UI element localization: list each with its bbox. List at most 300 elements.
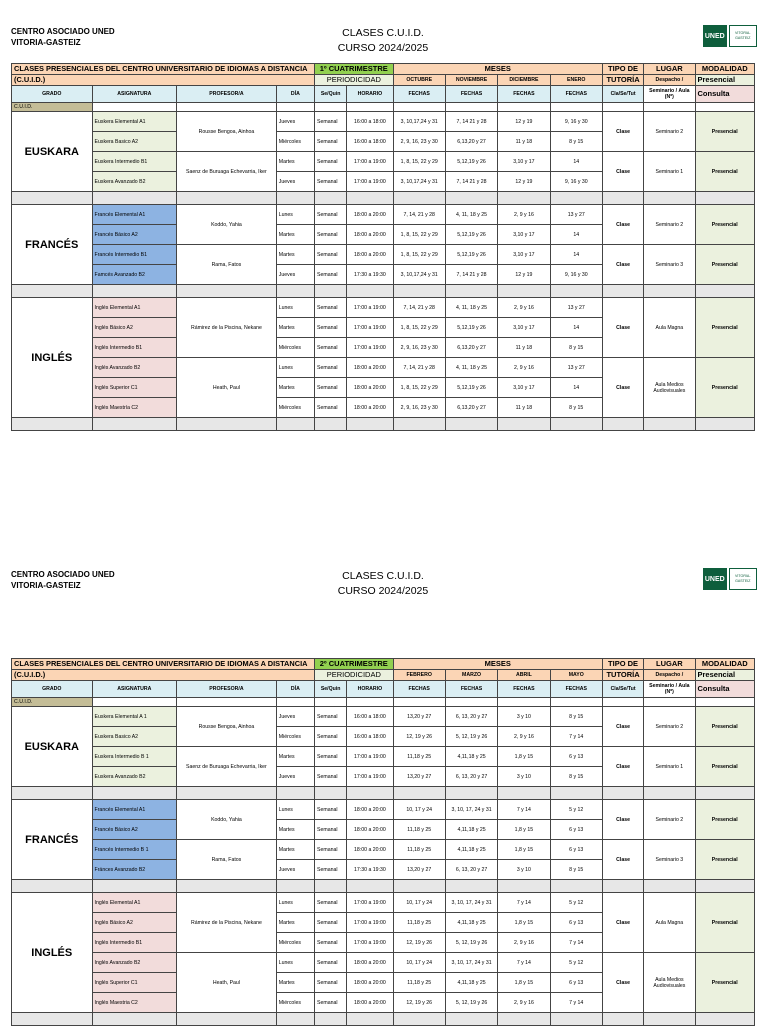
table-title-cuid: (C.U.I.D.) — [12, 75, 315, 86]
cuid-empty-cell — [498, 103, 550, 112]
periodicity-cell: Semanal — [315, 973, 347, 993]
cuid-empty-cell — [177, 103, 277, 112]
periodicity-cell: Semanal — [315, 933, 347, 953]
separator-cell — [550, 418, 602, 431]
day-cell: Martes — [276, 820, 314, 840]
grade-eus: EUSKARA — [12, 112, 93, 192]
tutoria-label: TUTORÍA — [602, 75, 643, 86]
modality-cell: Presencial — [695, 205, 754, 245]
subject-cell: Euskera Intermedio B 1 — [92, 747, 177, 767]
dates-cell-1: 3, 10, 17, 24 y 31 — [445, 893, 497, 913]
dates-cell-3: 7 y 14 — [550, 933, 602, 953]
periodicity-cell: Semanal — [315, 993, 347, 1013]
cuid-empty-cell — [445, 103, 497, 112]
schedule-cell: 17:00 a 19:00 — [347, 338, 393, 358]
table-row — [12, 953, 755, 973]
separator-cell — [177, 880, 277, 893]
day-cell: Martes — [276, 378, 314, 398]
schedule-cell: 17:00 a 19:00 — [347, 933, 393, 953]
dates-cell-1: 5,12,19 y 26 — [445, 245, 497, 265]
col-header-2: PROFESOR/A — [177, 681, 277, 698]
separator-cell — [393, 418, 445, 431]
separator-cell — [92, 192, 177, 205]
schedule-cell: 18:00 a 20:00 — [347, 225, 393, 245]
separator-cell — [550, 787, 602, 800]
periodicity-cell: Semanal — [315, 245, 347, 265]
col-header-7: FECHAS — [445, 681, 497, 698]
day-cell: Lunes — [276, 953, 314, 973]
separator-cell — [550, 285, 602, 298]
tutoria-label: TUTORÍA — [602, 670, 643, 681]
month-2: DICIEMBRE — [498, 75, 550, 86]
dates-cell-0: 7, 14, 21 y 28 — [393, 298, 445, 318]
type-cell: Clase — [602, 800, 643, 840]
table-title-cuid: (C.U.I.D.) — [12, 670, 315, 681]
schedule-cell: 16:00 a 18:00 — [347, 112, 393, 132]
schedule-cell: 18:00 a 20:00 — [347, 398, 393, 418]
table-title: CLASES PRESENCIALES DEL CENTRO UNIVERSITARIO DE IDIOMAS A DISTANCIA — [12, 659, 315, 670]
dates-cell-1: 4,11,18 y 25 — [445, 820, 497, 840]
schedule-table-2 — [11, 658, 755, 1026]
type-cell: Clase — [602, 152, 643, 192]
separator-cell — [602, 880, 643, 893]
dates-cell-3: 14 — [550, 245, 602, 265]
schedule-cell: 16:00 a 18:00 — [347, 707, 393, 727]
schedule-cell: 17:00 a 19:00 — [347, 767, 393, 787]
schedule-cell: 17:00 a 19:00 — [347, 893, 393, 913]
day-cell: Miércoles — [276, 727, 314, 747]
separator-cell — [315, 285, 347, 298]
subject-cell: Inglés Superior C1 — [92, 973, 177, 993]
separator-cell — [602, 192, 643, 205]
header-row-1 — [12, 64, 755, 75]
dates-cell-0: 11,18 y 25 — [393, 820, 445, 840]
cuid-empty-cell — [315, 103, 347, 112]
modality-cell: Presencial — [695, 152, 754, 192]
dates-cell-2: 2, 9 y 16 — [498, 205, 550, 225]
cuid-empty-cell — [177, 698, 277, 707]
day-cell: Miércoles — [276, 933, 314, 953]
separator-cell — [276, 880, 314, 893]
org-line2: VITORIA-GASTEIZ — [11, 581, 81, 590]
separator-cell — [12, 787, 93, 800]
teacher-cell: Rámirez de la Piscina, Nekane — [177, 298, 277, 358]
teacher-cell: Rama, Fatos — [177, 245, 277, 285]
org-line1: CENTRO ASOCIADO UNED — [11, 570, 115, 579]
day-cell: Lunes — [276, 800, 314, 820]
separator-cell — [445, 192, 497, 205]
cuid-empty-cell — [276, 103, 314, 112]
place-cell: Seminario 3 — [644, 840, 695, 880]
teacher-cell: Koddo, Yahia — [177, 205, 277, 245]
cuid-empty-cell — [276, 698, 314, 707]
subject-cell: Inglés Intermedio B1 — [92, 933, 177, 953]
subject-cell: Inglés Maestría C2 — [92, 398, 177, 418]
cuid-empty-cell — [644, 103, 695, 112]
dates-cell-1: 6, 13, 20 y 27 — [445, 860, 497, 880]
dates-cell-1: 3, 10, 17, 24 y 31 — [445, 953, 497, 973]
day-cell: Martes — [276, 840, 314, 860]
separator-cell — [445, 787, 497, 800]
dates-cell-2: 11 y 18 — [498, 338, 550, 358]
separator-cell — [498, 285, 550, 298]
grade-ing: INGLÉS — [12, 893, 93, 1013]
periodicity-cell: Semanal — [315, 298, 347, 318]
dates-cell-0: 3, 10,17,24 y 31 — [393, 265, 445, 285]
dates-cell-3: 13 y 27 — [550, 205, 602, 225]
dates-cell-3: 8 y 15 — [550, 398, 602, 418]
dates-cell-1: 5,12,19 y 26 — [445, 225, 497, 245]
dates-cell-3: 5 y 12 — [550, 800, 602, 820]
type-cell: Clase — [602, 747, 643, 787]
separator-cell — [12, 285, 93, 298]
dates-cell-2: 3,10 y 17 — [498, 152, 550, 172]
col-header-7: FECHAS — [445, 86, 497, 103]
month-1: NOVIEMBRE — [445, 75, 497, 86]
periodicity-cell: Semanal — [315, 953, 347, 973]
separator-cell — [393, 880, 445, 893]
cuid-empty-cell — [347, 103, 393, 112]
separator-cell — [315, 192, 347, 205]
logo-sub1: VITORIA- — [735, 574, 751, 578]
col-header-0: GRADO — [12, 681, 93, 698]
dates-cell-0: 10, 17 y 24 — [393, 893, 445, 913]
periodicity-cell: Semanal — [315, 265, 347, 285]
dates-cell-1: 7, 14 21 y 28 — [445, 265, 497, 285]
dates-cell-1: 6, 13, 20 y 27 — [445, 707, 497, 727]
type-cell: Clase — [602, 112, 643, 152]
day-cell: Jueves — [276, 860, 314, 880]
periodicity-cell: Semanal — [315, 172, 347, 192]
separator-cell — [695, 192, 754, 205]
separator-cell — [92, 787, 177, 800]
dates-cell-3: 6 y 13 — [550, 840, 602, 860]
cuid-empty-cell — [445, 698, 497, 707]
dates-cell-0: 10, 17 y 24 — [393, 800, 445, 820]
dates-cell-3: 13 y 27 — [550, 298, 602, 318]
col-header-3: DÍA — [276, 681, 314, 698]
modality-cell: Presencial — [695, 747, 754, 787]
periodicity-cell: Semanal — [315, 913, 347, 933]
subject-cell: Euskera Basico A2 — [92, 727, 177, 747]
periodicity-cell: Semanal — [315, 727, 347, 747]
dates-cell-1: 6, 13, 20 y 27 — [445, 767, 497, 787]
title-line1: CLASES C.U.I.D. — [342, 570, 424, 582]
cuid-empty-cell — [92, 698, 177, 707]
dates-cell-3: 7 y 14 — [550, 727, 602, 747]
schedule-cell: 17:30 a 19:30 — [347, 265, 393, 285]
dates-cell-1: 7, 14 21 y 28 — [445, 112, 497, 132]
month-3: MAYO — [550, 670, 602, 681]
dates-cell-3: 14 — [550, 225, 602, 245]
dates-cell-1: 5, 12, 19 y 26 — [445, 993, 497, 1013]
month-3: ENERO — [550, 75, 602, 86]
day-cell: Martes — [276, 152, 314, 172]
dates-cell-3: 8 y 15 — [550, 338, 602, 358]
separator-cell — [12, 880, 93, 893]
header-row-3 — [12, 681, 755, 698]
place-cell: Seminario 2 — [644, 112, 695, 152]
dates-cell-2: 1,8 y 15 — [498, 913, 550, 933]
dates-cell-1: 5,12,19 y 26 — [445, 152, 497, 172]
page-title — [300, 569, 466, 599]
separator-cell — [644, 418, 695, 431]
dates-cell-1: 6,13,20 y 27 — [445, 398, 497, 418]
dates-cell-1: 7, 14 21 y 28 — [445, 172, 497, 192]
dates-cell-0: 11,18 y 25 — [393, 747, 445, 767]
separator-cell — [644, 880, 695, 893]
dates-cell-0: 12, 19 y 26 — [393, 933, 445, 953]
table-row — [12, 800, 755, 820]
subject-cell: Famcés Avanzado B2 — [92, 265, 177, 285]
separator-cell — [498, 192, 550, 205]
schedule-cell: 17:00 a 19:00 — [347, 913, 393, 933]
separator-cell — [695, 880, 754, 893]
separator-cell — [393, 192, 445, 205]
separator-cell — [177, 192, 277, 205]
schedule-cell: 17:00 a 19:00 — [347, 298, 393, 318]
despacho-label: Despacho / — [644, 75, 695, 86]
col-header-3: DÍA — [276, 86, 314, 103]
schedule-cell: 18:00 a 20:00 — [347, 358, 393, 378]
subject-cell: Inglés Básico A2 — [92, 318, 177, 338]
uned-logo-text — [729, 25, 757, 47]
subject-cell: Fránces Avanzado B2 — [92, 860, 177, 880]
day-cell: Jueves — [276, 112, 314, 132]
org-line2: VITORIA-GASTEIZ — [11, 38, 81, 47]
grade-ing: INGLÉS — [12, 298, 93, 418]
subject-cell: Euskera Avanzado B2 — [92, 172, 177, 192]
schedule-cell: 18:00 a 20:00 — [347, 245, 393, 265]
dates-cell-0: 7, 14, 21 y 28 — [393, 358, 445, 378]
month-1: MARZO — [445, 670, 497, 681]
dates-cell-0: 12, 19 y 26 — [393, 993, 445, 1013]
schedule-cell: 17:00 a 19:00 — [347, 747, 393, 767]
separator-cell — [177, 418, 277, 431]
periodicity-cell: Semanal — [315, 225, 347, 245]
dates-cell-2: 2, 9 y 16 — [498, 727, 550, 747]
type-cell: Clase — [602, 953, 643, 1013]
dates-cell-2: 7 y 14 — [498, 893, 550, 913]
modality-cell: Presencial — [695, 800, 754, 840]
schedule-table-1 — [11, 63, 755, 431]
table-row — [12, 747, 755, 767]
consulta-label: Consulta — [695, 86, 754, 103]
logo-sub1: VITORIA- — [735, 31, 751, 35]
header-row-2 — [12, 670, 755, 681]
dates-cell-3: 8 y 15 — [550, 860, 602, 880]
col-header-1: ASIGNATURA — [92, 681, 177, 698]
separator-cell — [644, 192, 695, 205]
day-cell: Miércoles — [276, 398, 314, 418]
dates-cell-0: 7, 14, 21 y 28 — [393, 205, 445, 225]
col-header-5: HORARIO — [347, 86, 393, 103]
seminario-aula-label: Seminario / Aula (Nº) — [644, 86, 695, 103]
subject-cell: Francés Intermedio B 1 — [92, 840, 177, 860]
day-cell: Jueves — [276, 172, 314, 192]
consulta-label: Consulta — [695, 681, 754, 698]
teacher-cell: Rama, Fatos — [177, 840, 277, 880]
type-cell: Clase — [602, 707, 643, 747]
separator-cell — [347, 880, 393, 893]
dates-cell-3: 9, 16 y 30 — [550, 112, 602, 132]
cuid-empty-cell — [315, 698, 347, 707]
dates-cell-1: 5,12,19 y 26 — [445, 318, 497, 338]
periodicity-cell: Semanal — [315, 820, 347, 840]
dates-cell-0: 2, 9, 16, 23 y 30 — [393, 338, 445, 358]
dates-cell-3: 9, 16 y 30 — [550, 265, 602, 285]
periodicity-cell: Semanal — [315, 398, 347, 418]
separator-cell — [276, 192, 314, 205]
header-row-2 — [12, 75, 755, 86]
day-cell: Jueves — [276, 265, 314, 285]
place-cell: Seminario 1 — [644, 747, 695, 787]
dates-cell-3: 9, 16 y 30 — [550, 172, 602, 192]
subject-cell: Inglés Intermedio B1 — [92, 338, 177, 358]
teacher-cell: Saenz de Buruaga Echevarria, Iker — [177, 152, 277, 192]
col-header-9: FECHAS — [550, 86, 602, 103]
periodicidad-label: PERIODICIDAD — [315, 670, 394, 681]
periodicity-cell: Semanal — [315, 893, 347, 913]
subject-cell: Inglés Maestria C2 — [92, 993, 177, 1013]
separator-cell — [315, 880, 347, 893]
modality-cell: Presencial — [695, 112, 754, 152]
separator-cell — [498, 880, 550, 893]
day-cell: Miércoles — [276, 338, 314, 358]
cuatrimestre-label: 1º CUATRIMESTRE — [315, 64, 394, 75]
lugar-label: LUGAR — [644, 659, 695, 670]
grade-eus: EUSKARA — [12, 707, 93, 787]
dates-cell-2: 1,8 y 15 — [498, 820, 550, 840]
schedule-cell: 18:00 a 20:00 — [347, 205, 393, 225]
day-cell: Miércoles — [276, 132, 314, 152]
uned-logo-text — [729, 568, 757, 590]
separator-cell — [393, 285, 445, 298]
tipo-de-label: TIPO DE — [602, 659, 643, 670]
dates-cell-1: 5, 12, 19 y 26 — [445, 727, 497, 747]
meses-label: MESES — [393, 659, 602, 670]
cuid-label: C.U.I.D. — [12, 103, 93, 112]
seminario-aula-label: Seminario / Aula (Nº) — [644, 681, 695, 698]
table-title: CLASES PRESENCIALES DEL CENTRO UNIVERSITARIO DE IDIOMAS A DISTANCIA — [12, 64, 315, 75]
dates-cell-2: 3 y 10 — [498, 860, 550, 880]
type-cell: Clase — [602, 245, 643, 285]
place-cell: Aula Medios Audiovisuales — [644, 953, 695, 1013]
dates-cell-1: 3, 10, 17, 24 y 31 — [445, 800, 497, 820]
separator-cell — [347, 418, 393, 431]
schedule-cell: 18:00 a 20:00 — [347, 820, 393, 840]
day-cell: Miércoles — [276, 993, 314, 1013]
separator-cell — [695, 787, 754, 800]
schedule-cell: 16:00 a 18:00 — [347, 132, 393, 152]
col-header-4: Se/Quin — [315, 681, 347, 698]
dates-cell-2: 7 y 14 — [498, 953, 550, 973]
uned-logo-mark: UNED — [703, 25, 727, 47]
modality-cell: Presencial — [695, 893, 754, 953]
separator-cell — [92, 285, 177, 298]
dates-cell-3: 5 y 12 — [550, 893, 602, 913]
col-header-1: ASIGNATURA — [92, 86, 177, 103]
dates-cell-3: 6 y 13 — [550, 973, 602, 993]
dates-cell-2: 2, 9 y 16 — [498, 993, 550, 1013]
schedule-cell: 18:00 a 20:00 — [347, 840, 393, 860]
dates-cell-2: 7 y 14 — [498, 800, 550, 820]
periodicity-cell: Semanal — [315, 152, 347, 172]
logo-sub2: GASTEIZ — [735, 36, 751, 40]
separator-cell — [550, 192, 602, 205]
dates-cell-2: 3 y 10 — [498, 767, 550, 787]
title-line2: CURSO 2024/2025 — [337, 585, 429, 597]
modality-cell: Presencial — [695, 358, 754, 418]
dates-cell-0: 13,20 y 27 — [393, 767, 445, 787]
table-row — [12, 152, 755, 172]
day-cell: Jueves — [276, 707, 314, 727]
teacher-cell: Saenz de Buruaga Echevarria, Iker — [177, 747, 277, 787]
separator-cell — [177, 787, 277, 800]
dates-cell-0: 11,18 y 25 — [393, 840, 445, 860]
subject-cell: Euskera Elemental A 1 — [92, 707, 177, 727]
separator-cell — [602, 285, 643, 298]
day-cell: Lunes — [276, 893, 314, 913]
dates-cell-0: 1, 8, 15, 22 y 29 — [393, 152, 445, 172]
separator-cell — [644, 787, 695, 800]
dates-cell-2: 3 y 10 — [498, 707, 550, 727]
type-cell: Clase — [602, 358, 643, 418]
periodicity-cell: Semanal — [315, 800, 347, 820]
title-line1: CLASES C.U.I.D. — [342, 27, 424, 39]
meses-label: MESES — [393, 64, 602, 75]
modalidad-label: MODALIDAD — [695, 659, 754, 670]
cuid-empty-cell — [347, 698, 393, 707]
dates-cell-1: 4, 11, 18 y 25 — [445, 205, 497, 225]
col-header-8: FECHAS — [498, 681, 550, 698]
separator-cell — [347, 192, 393, 205]
schedule-cell: 17:30 a 19:30 — [347, 860, 393, 880]
day-cell: Martes — [276, 973, 314, 993]
dates-cell-2: 2, 9 y 16 — [498, 358, 550, 378]
cuid-empty-cell — [644, 698, 695, 707]
type-cell: Clase — [602, 840, 643, 880]
grade-fra: FRANCÉS — [12, 205, 93, 285]
periodicity-cell: Semanal — [315, 378, 347, 398]
month-0: FEBRERO — [393, 670, 445, 681]
separator-cell — [276, 285, 314, 298]
org-line1: CENTRO ASOCIADO UNED — [11, 27, 115, 36]
dates-cell-3: 8 y 15 — [550, 767, 602, 787]
modalidad-label: MODALIDAD — [695, 64, 754, 75]
dates-cell-1: 6,13,20 y 27 — [445, 132, 497, 152]
modality-cell: Presencial — [695, 245, 754, 285]
day-cell: Martes — [276, 747, 314, 767]
dates-cell-0: 2, 9, 16, 23 y 30 — [393, 398, 445, 418]
col-header-6: FECHAS — [393, 86, 445, 103]
cuid-row — [12, 103, 755, 112]
dates-cell-2: 1,8 y 15 — [498, 840, 550, 860]
dates-cell-2: 1,8 y 15 — [498, 747, 550, 767]
dates-cell-0: 1, 8, 15, 22 y 29 — [393, 245, 445, 265]
periodicity-cell: Semanal — [315, 132, 347, 152]
subject-cell: Inglés Avanzado B2 — [92, 358, 177, 378]
teacher-cell: Heath, Paul — [177, 953, 277, 1013]
cuid-empty-cell — [602, 698, 643, 707]
place-cell: Seminario 2 — [644, 707, 695, 747]
separator-cell — [347, 285, 393, 298]
dates-cell-2: 2, 9 y 16 — [498, 933, 550, 953]
dates-cell-3: 7 y 14 — [550, 993, 602, 1013]
cuid-row — [12, 698, 755, 707]
page-title — [300, 26, 466, 56]
separator-cell — [602, 418, 643, 431]
